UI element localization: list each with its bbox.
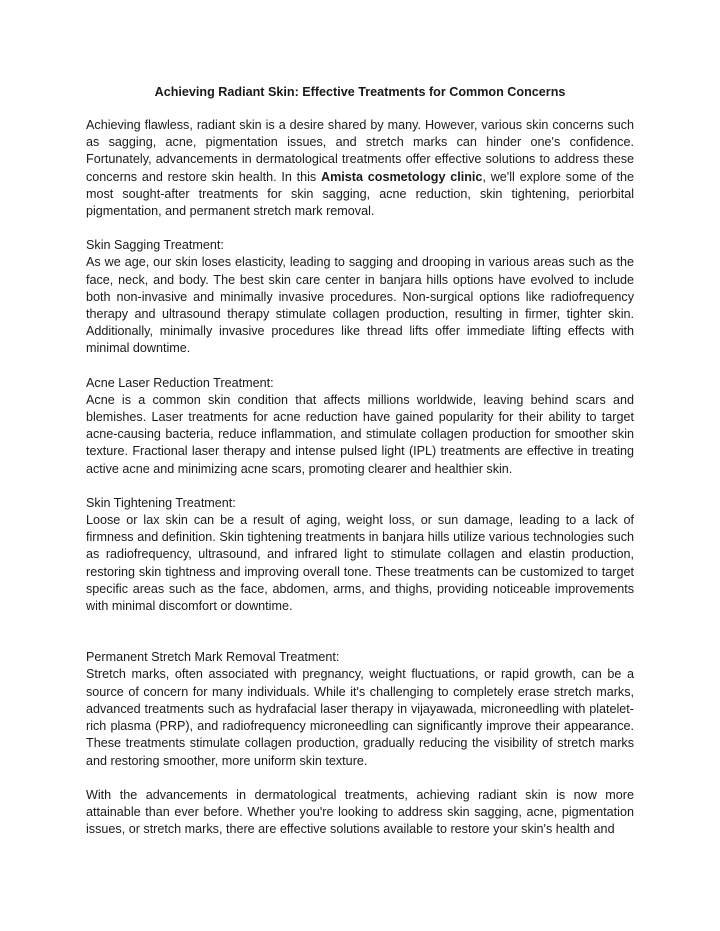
section-body-skin-sagging: As we age, our skin loses elasticity, leading to sagging and drooping in various areas such as the face, neck, and body. The best skin care center in banjara hills options have evolved to include both non-invasive and minimally invasive procedures. Non-surgical options like radiofrequency therapy and ultrasound therapy stimulate collagen production, resulting in firmer, tighter skin. Additionally, minimally invasive procedures like thread lifts offer immediate lifting effects with minimal downtime. — [86, 255, 634, 356]
conclusion-paragraph: With the advancements in dermatological treatments, achieving radiant skin is now more attainable than ever before. Whether you're looking to address skin sagging, acne, pigmentation issues, or stretch marks, there are effective solutions available to restore your skin's health and — [86, 787, 634, 837]
section-skin-sagging — [86, 237, 634, 357]
intro-paragraph — [86, 117, 634, 220]
intro-text-end: , we'll explore some of the most sought-after treatments for skin sagging, acne reduction, skin tightening, periorbital pigmentation, and permanent stretch mark removal. — [86, 169, 634, 219]
blank-line — [86, 632, 634, 649]
section-heading-skin-sagging: Skin Sagging Treatment: — [86, 238, 224, 253]
section-heading-stretch-mark: Permanent Stretch Mark Removal Treatment: — [86, 650, 340, 665]
section-skin-tightening — [86, 495, 634, 615]
section-body-skin-tightening: Loose or lax skin can be a result of aging, weight loss, or sun damage, leading to a lack of firmness and definition. Skin tightening treatments in banjara hills utilize various technologies such as radiofrequency, ultrasound, and infrared light to stimulate collagen and elastin production, restoring skin tightness and improving overall tone. These treatments can be customized to target specific areas such as the face, abdomen, arms, and thighs, providing noticeable improvements with minimal discomfort or downtime. — [86, 513, 634, 614]
section-stretch-mark — [86, 649, 634, 769]
section-body-stretch-mark: Stretch marks, often associated with pregnancy, weight fluctuations, or rapid growth, can be a source of concern for many individuals. While it's challenging to completely erase stretch marks, advanced treatments such as hydrafacial laser therapy in vijayawada, microneedling with platelet-rich plasma (PRP), and radiofrequency microneedling can significantly improve their appearance. These treatments stimulate collagen production, gradually reducing the visibility of stretch marks and restoring smoother, more uniform skin texture. — [86, 667, 634, 768]
document-title: Achieving Radiant Skin: Effective Treatments for Common Concerns — [154, 85, 566, 99]
section-heading-skin-tightening: Skin Tightening Treatment: — [86, 495, 236, 510]
intro-text-start: Achieving flawless, radiant skin is a desire shared by many. However, various skin concerns such as sagging, acne, pigmentation issues, and stretch marks can hinder one's confidence. Fortunately, advancements in dermatological treatments offer effective solutions to address these concerns and restore skin health. In this — [86, 118, 634, 184]
clinic-name: Amista cosmetology clinic — [321, 169, 483, 184]
section-heading-acne-laser: Acne Laser Reduction Treatment: — [86, 375, 274, 390]
section-body-acne-laser: Acne is a common skin condition that affects millions worldwide, leaving behind scars and blemishes. Laser treatments for acne reduction have gained popularity for their ability to target acne-causing bacteria, reduce inflammation, and stimulate collagen production for smoother skin texture. Fractional laser therapy and intense pulsed light (IPL) treatments are effective in treating active acne and minimizing acne scars, promoting clearer and healthier skin. — [86, 392, 634, 476]
section-acne-laser — [86, 375, 634, 478]
